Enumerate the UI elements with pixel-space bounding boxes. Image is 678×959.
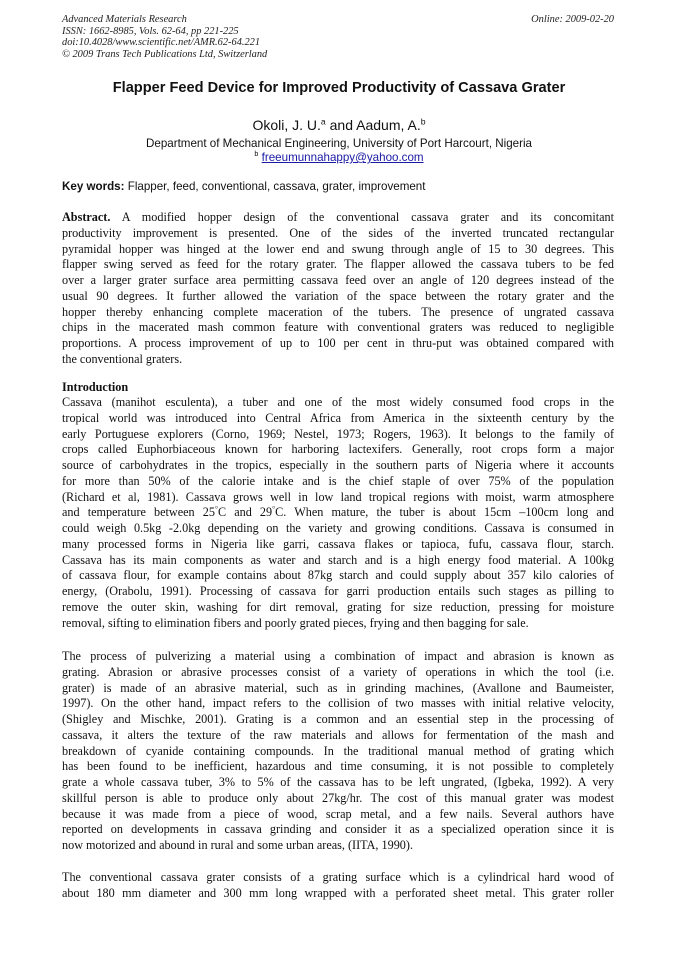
affiliation: Department of Mechanical Engineering, University of Port Harcourt, Nigeria: [146, 137, 532, 150]
doi-line: doi:10.4028/www.scientific.net/AMR.62-64.221: [62, 37, 261, 49]
abstract-line: pyramidal hopper was hinged at the lower end and swung through angle of 15 to 30 degrees. This: [62, 241, 614, 256]
paragraph-line: The conventional cassava grater consists of a grating surface which is a cylindrical hard wood of: [62, 870, 614, 884]
paragraph-line: 1997). On the other hand, impact refers to the collision of two masses with initial relative velocity,: [62, 696, 614, 711]
introduction-paragraph-3: [62, 870, 614, 902]
introduction-paragraph-1: [62, 395, 614, 631]
abstract-line: chips in the macerated mash common feature with conventional graters was reduced to negligible: [62, 320, 614, 335]
online-date: Online: 2009-02-20: [531, 14, 614, 25]
paragraph-line: remove the outer skin, washing for dirt removal, grating for size reduction, pressing for moisture: [62, 599, 614, 614]
paragraph-line: reported on developments in cassava grinding and consider it as a specialized operation since it is: [62, 822, 614, 837]
author-conjunction: and: [325, 117, 357, 133]
paper-title: Flapper Feed Device for Improved Productivity of Cassava Grater: [112, 80, 566, 96]
abstract-line: the conventional graters.: [62, 351, 183, 366]
keywords-label: Key words:: [62, 180, 125, 193]
paragraph-line: for more than 50% of the calorie intake and is the chief staple of over 75% of the population: [62, 473, 614, 488]
abstract-line: hopper thereby enhancing complete maceration of the tubers. The presence of ungrated cassava: [62, 304, 614, 319]
degree-mark: °: [272, 505, 276, 514]
author-line: [0, 117, 678, 133]
email-line: [0, 151, 678, 164]
paragraph-line: skillful person is able to produce only about 27kg/hr. The cost of this manual grater was modest: [62, 790, 614, 805]
paragraph-line: Cassava has its main components as water and starch and is a high energy food material. A 100kg: [62, 552, 614, 567]
paragraph-line: energy, (Orabolu, 1991). Processing of cassava for garri production entails such stages as pilling to: [62, 584, 614, 598]
email-mark: b: [254, 149, 259, 159]
keywords: [62, 180, 425, 193]
abstract: [62, 210, 614, 368]
author-1-mark: a: [320, 116, 326, 127]
abstract-line: productivity improvement is presented. One of the sides of the inverted truncated rectangular: [62, 225, 614, 240]
paragraph-line: because it was made from a piece of wood, scrap metal, and a few nails. Several authors have: [62, 806, 614, 821]
author-2-mark: b: [420, 116, 426, 127]
paragraph-line: grater) is made of an abrasive material, such as in grinding machines, (Avallone and Baumeister,: [62, 680, 614, 695]
paragraph-line: cassava, it alters the texture of the raw materials and allows for fermentation of the mash and: [62, 727, 614, 742]
text-run: C and 29: [217, 505, 273, 520]
paragraph-line: removal, sifting to elimination fibers and poorly grated pieces, frying and then bagging for sale.: [62, 615, 529, 630]
paragraph-line: of cassava flour, for example contains about 87kg starch and could supply about 357 kilo calories of: [62, 568, 614, 583]
abstract-label: Abstract.: [62, 210, 111, 224]
author-2: Aadum, A.: [356, 117, 421, 133]
section-heading-introduction: Introduction: [62, 380, 129, 394]
paragraph-line: (Richard et al, 1981). Cassava grows well in low land tropical regions with moist, warm atmosphere: [62, 489, 614, 504]
email-link[interactable]: freeumunnahappy@yahoo.com: [261, 151, 424, 164]
abstract-line: usual 90 degrees. It further allowed the variation of the space between the rotary grater and the: [62, 288, 614, 303]
paragraph-line-temperature: [62, 505, 614, 521]
paragraph-line: about 180 mm diameter and 300 mm long wrapped with a perforated sheet metal. This grater roller: [62, 885, 614, 900]
journal-header: [62, 14, 267, 60]
paragraph-line: many processed forms in Nigeria like garri, cassava flakes or tapioca, fufu, cassava flour, starch.: [62, 536, 614, 551]
paragraph-line: grate a whole cassava tuber, 3% to 5% of the cassava has to be left ungrated, (Igbeka, 1992). A very: [62, 775, 614, 789]
paragraph-line: grating. Abrasion or abrasive processes consist of a variety of operations in which the tool (i.e.: [62, 664, 614, 679]
paragraph-line: breakdown of cyanide containing compounds. In the traditional manual method of grating which: [62, 743, 614, 758]
text-run: C. When mature, the tuber is about 15cm –100cm long and: [275, 505, 614, 520]
introduction-paragraph-2: [62, 649, 614, 854]
degree-mark: °: [214, 505, 218, 514]
copyright-line: © 2009 Trans Tech Publications Ltd, Switzerland: [62, 48, 268, 60]
paragraph-line: source of carbohydrates in the tropics, especially in the southern parts of Nigeria where it accounts: [62, 458, 614, 472]
paragraph-line: crops called Euphorbiaceous known for harboring lactexifers. Generally, root crops form a major: [62, 442, 614, 457]
text-run: and temperature between 25: [62, 505, 215, 520]
paragraph-line: could weigh 0.5kg -2.0kg depending on the variety and growing conditions. Cassava is consumed in: [62, 521, 614, 535]
paragraph-line: (Shigley and Mischke, 2001). Grating is a common and an essential step in the processing of: [62, 712, 614, 726]
paragraph-line: tropical world was introduced into Central Africa from America in the sixteenth century by the: [62, 410, 614, 425]
issn-line: ISSN: 1662-8985, Vols. 62-64, pp 221-225: [62, 25, 239, 37]
paragraph-line: has been found to be inefficient, hazardous and time consuming, it is not possible to completely: [62, 759, 614, 774]
abstract-line: over a larger grater surface area permitting cassava feed over an angle of 120 degrees instead of the: [62, 273, 614, 287]
paragraph-line: The process of pulverizing a material using a combination of impact and abrasion is known as: [62, 649, 614, 663]
abstract-line: A modified hopper design of the conventional cassava grater and its concomitant: [110, 210, 614, 224]
journal-name: Advanced Materials Research: [62, 14, 187, 25]
keywords-text: Flapper, feed, conventional, cassava, grater, improvement: [127, 180, 426, 193]
abstract-line: proportions. A process improvement of up to 100 per cent in thru-put was obtained compared with: [62, 336, 614, 350]
paragraph-line: early Portuguese explorers (Corno, 1969; Nestel, 1973; Rogers, 1963). It belongs to the family of: [62, 426, 614, 441]
author-1: Okoli, J. U.: [252, 117, 321, 133]
abstract-line: flapper swing served as feed for the rotary grater. The flapper allowed the cassava tubers to be fed: [62, 257, 614, 272]
paragraph-line: now motorized and abound in rural and some urban areas, (IITA, 1990).: [62, 838, 413, 852]
paragraph-line: Cassava (manihot esculenta), a tuber and one of the most widely consumed food crops in the: [62, 395, 614, 409]
